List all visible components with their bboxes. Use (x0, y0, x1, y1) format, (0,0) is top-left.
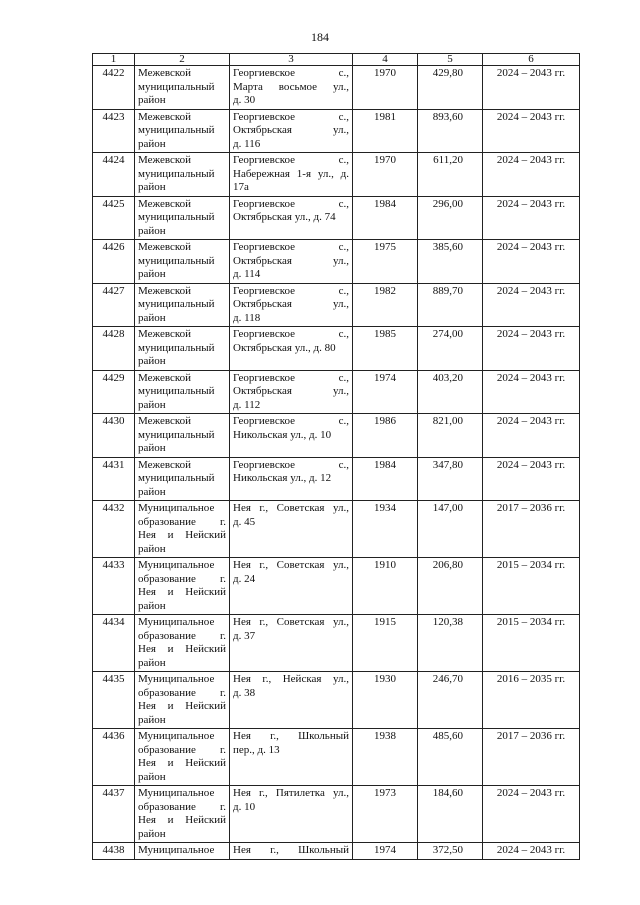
municipality-line: образование г. (138, 629, 226, 642)
year-cell: 1934 (353, 501, 418, 558)
table-row (93, 414, 580, 458)
period-cell: 2024 – 2043 гг. (483, 457, 580, 501)
address-cell (230, 196, 353, 240)
period-cell: 2024 – 2043 гг. (483, 66, 580, 110)
year-cell: 1910 (353, 558, 418, 615)
area-cell: 274,00 (418, 327, 483, 371)
address-cell (230, 672, 353, 729)
period-cell: 2015 – 2034 гг. (483, 615, 580, 672)
address-line: д. 30 (233, 94, 256, 106)
municipality-line: Муниципальное (138, 559, 215, 571)
address-line: д. 116 (233, 137, 261, 150)
municipality-line: образование г. (138, 572, 226, 585)
year-cell: 1938 (353, 729, 418, 786)
address-cell (230, 240, 353, 284)
address-line: Георгиевское с., (233, 110, 349, 123)
municipality-line: район (138, 713, 166, 726)
address-cell (230, 729, 353, 786)
municipality-line: район (138, 311, 166, 324)
municipality-cell (135, 66, 230, 110)
year-cell: 1986 (353, 414, 418, 458)
municipality-cell (135, 672, 230, 729)
address-line: д. 10 (233, 800, 256, 813)
municipality-line: район (138, 542, 166, 555)
address-cell (230, 615, 353, 672)
municipality-line: Нея и Нейский (138, 700, 226, 712)
municipality-line: Межевской (138, 67, 192, 79)
row-number-cell: 4433 (93, 558, 135, 615)
municipality-line: район (138, 656, 166, 669)
table-row (93, 240, 580, 284)
municipality-line: муниципальный (138, 472, 215, 484)
address-line: д. 24 (233, 572, 256, 585)
row-number-cell: 4438 (93, 843, 135, 860)
municipality-line: Муниципальное (138, 844, 215, 856)
table-row (93, 672, 580, 729)
municipality-cell (135, 327, 230, 371)
address-line: Нея г., Школьный (233, 730, 349, 742)
municipality-line: Межевской (138, 284, 192, 297)
table-row (93, 283, 580, 327)
municipality-line: район (138, 485, 166, 498)
row-number-cell: 4437 (93, 786, 135, 843)
address-line: Георгиевское с., (233, 458, 349, 471)
municipality-line: Межевской (138, 371, 192, 384)
table-row (93, 501, 580, 558)
municipality-cell (135, 414, 230, 458)
column-header: 5 (418, 54, 483, 66)
row-number-cell: 4432 (93, 501, 135, 558)
row-number-cell: 4430 (93, 414, 135, 458)
municipality-line: район (138, 94, 166, 106)
municipality-line: муниципальный (138, 385, 215, 397)
municipality-line: Межевской (138, 154, 192, 166)
municipality-line: Межевской (138, 415, 192, 427)
municipality-cell (135, 786, 230, 843)
area-cell: 184,60 (418, 786, 483, 843)
municipality-line: муниципальный (138, 341, 215, 354)
address-cell (230, 501, 353, 558)
year-cell: 1974 (353, 843, 418, 860)
table-row (93, 786, 580, 843)
period-cell: 2024 – 2043 гг. (483, 109, 580, 153)
address-line: Октябрьская ул., (233, 298, 349, 310)
table-row (93, 457, 580, 501)
area-cell: 296,00 (418, 196, 483, 240)
address-line: д. 37 (233, 629, 256, 642)
municipality-cell (135, 729, 230, 786)
address-cell (230, 370, 353, 414)
municipality-line: район (138, 398, 166, 411)
table-row (93, 109, 580, 153)
year-cell: 1982 (353, 283, 418, 327)
municipality-line: Нея и Нейский (138, 529, 226, 541)
area-cell: 246,70 (418, 672, 483, 729)
municipality-line: Муниципальное (138, 502, 215, 514)
address-line: 17а (233, 181, 249, 193)
municipality-line: муниципальный (138, 167, 215, 180)
municipality-line: Межевской (138, 328, 192, 340)
municipality-line: район (138, 268, 166, 280)
area-cell: 893,60 (418, 109, 483, 153)
area-cell: 385,60 (418, 240, 483, 284)
municipality-line: район (138, 224, 166, 237)
municipality-line: район (138, 355, 166, 367)
table-row (93, 153, 580, 197)
municipality-line: Нея и Нейский (138, 757, 226, 769)
address-line: Георгиевское с., (233, 241, 349, 253)
row-number-cell: 4429 (93, 370, 135, 414)
area-cell: 347,80 (418, 457, 483, 501)
address-line: Георгиевское с., (233, 415, 349, 427)
municipality-line: образование г. (138, 686, 226, 699)
address-cell (230, 843, 353, 860)
municipality-line: Муниципальное (138, 730, 215, 742)
year-cell: 1974 (353, 370, 418, 414)
municipality-line: Муниципальное (138, 616, 215, 628)
address-line: Нея г., Советская ул., (233, 559, 349, 571)
address-line: Набережная 1-я ул., д. (233, 167, 349, 180)
municipality-line: Межевской (138, 197, 192, 210)
municipality-line: район (138, 137, 166, 150)
municipality-line: муниципальный (138, 80, 215, 93)
area-cell: 403,20 (418, 370, 483, 414)
period-cell: 2024 – 2043 гг. (483, 196, 580, 240)
year-cell: 1930 (353, 672, 418, 729)
table-row (93, 843, 580, 860)
municipality-cell (135, 283, 230, 327)
municipality-cell (135, 501, 230, 558)
municipality-line: Муниципальное (138, 787, 215, 799)
column-header: 4 (353, 54, 418, 66)
municipality-line: муниципальный (138, 254, 215, 267)
address-line: Октябрьская ул., (233, 254, 349, 267)
address-cell (230, 414, 353, 458)
year-cell: 1970 (353, 66, 418, 110)
table-row (93, 729, 580, 786)
period-cell: 2024 – 2043 гг. (483, 370, 580, 414)
municipality-cell (135, 457, 230, 501)
period-cell: 2024 – 2043 гг. (483, 786, 580, 843)
table-row (93, 558, 580, 615)
address-line: Нея г., Советская ул., (233, 502, 349, 514)
row-number-cell: 4425 (93, 196, 135, 240)
row-number-cell: 4427 (93, 283, 135, 327)
address-cell (230, 457, 353, 501)
municipality-line: муниципальный (138, 298, 215, 310)
address-line: Георгиевское с., (233, 154, 349, 166)
municipality-line: район (138, 181, 166, 193)
area-cell: 485,60 (418, 729, 483, 786)
address-cell (230, 109, 353, 153)
municipality-line: образование г. (138, 800, 226, 813)
area-cell: 429,80 (418, 66, 483, 110)
municipality-cell (135, 240, 230, 284)
address-line: Никольская ул., д. 12 (233, 472, 332, 484)
period-cell: 2024 – 2043 гг. (483, 283, 580, 327)
period-cell: 2017 – 2036 гг. (483, 501, 580, 558)
row-number-cell: 4426 (93, 240, 135, 284)
row-number-cell: 4436 (93, 729, 135, 786)
municipality-line: муниципальный (138, 211, 215, 223)
municipality-line: район (138, 770, 166, 783)
municipality-line: район (138, 827, 166, 840)
address-line: д. 45 (233, 515, 256, 528)
table-row (93, 327, 580, 371)
address-line: д. 114 (233, 268, 261, 280)
period-cell: 2016 – 2035 гг. (483, 672, 580, 729)
municipality-cell (135, 615, 230, 672)
address-line: Октябрьская ул., (233, 385, 349, 397)
area-cell: 889,70 (418, 283, 483, 327)
municipality-line: Нея и Нейский (138, 586, 226, 598)
table-row (93, 370, 580, 414)
address-line: Октябрьская ул., д. 74 (233, 211, 336, 223)
municipality-line: муниципальный (138, 124, 215, 136)
year-cell: 1985 (353, 327, 418, 371)
year-cell: 1970 (353, 153, 418, 197)
address-line: Никольская ул., д. 10 (233, 428, 332, 441)
row-number-cell: 4435 (93, 672, 135, 729)
address-line: Георгиевское с., (233, 197, 349, 210)
table-body (93, 66, 580, 860)
address-line: д. 38 (233, 686, 256, 699)
column-header: 3 (230, 54, 353, 66)
municipality-line: Межевской (138, 458, 192, 471)
municipality-cell (135, 196, 230, 240)
year-cell: 1973 (353, 786, 418, 843)
municipality-cell (135, 153, 230, 197)
period-cell: 2017 – 2036 гг. (483, 729, 580, 786)
municipality-line: Нея и Нейский (138, 814, 226, 826)
period-cell: 2024 – 2043 гг. (483, 327, 580, 371)
address-line: Нея г., Школьный (233, 844, 349, 856)
address-line: Октябрьская ул., (233, 124, 349, 136)
row-number-cell: 4428 (93, 327, 135, 371)
address-cell (230, 66, 353, 110)
address-line: Нея г., Пятилетка ул., (233, 787, 349, 799)
row-number-cell: 4431 (93, 457, 135, 501)
address-cell (230, 283, 353, 327)
housing-table (92, 53, 580, 860)
address-line: Нея г., Советская ул., (233, 616, 349, 628)
area-cell: 821,00 (418, 414, 483, 458)
year-cell: 1975 (353, 240, 418, 284)
column-header: 6 (483, 54, 580, 66)
address-cell (230, 786, 353, 843)
municipality-cell (135, 370, 230, 414)
municipality-line: район (138, 599, 166, 612)
period-cell: 2024 – 2043 гг. (483, 240, 580, 284)
page-number: 184 (311, 30, 329, 44)
address-line: д. 112 (233, 398, 261, 411)
address-line: Нея г., Нейская ул., (233, 673, 349, 685)
address-cell (230, 153, 353, 197)
address-line: пер., д. 13 (233, 743, 280, 756)
area-cell: 206,80 (418, 558, 483, 615)
column-header: 2 (135, 54, 230, 66)
area-cell: 372,50 (418, 843, 483, 860)
year-cell: 1981 (353, 109, 418, 153)
row-number-cell: 4423 (93, 109, 135, 153)
area-cell: 611,20 (418, 153, 483, 197)
column-number-row (93, 54, 580, 66)
area-cell: 120,38 (418, 615, 483, 672)
row-number-cell: 4424 (93, 153, 135, 197)
table-row (93, 615, 580, 672)
municipality-line: образование г. (138, 743, 226, 756)
municipality-line: Муниципальное (138, 673, 215, 685)
municipality-line: муниципальный (138, 428, 215, 441)
municipality-cell (135, 109, 230, 153)
municipality-cell (135, 843, 230, 860)
table-row (93, 66, 580, 110)
municipality-line: образование г. (138, 515, 226, 528)
address-line: Марта восьмое ул., (233, 80, 349, 93)
period-cell: 2024 – 2043 гг. (483, 153, 580, 197)
address-line: д. 118 (233, 311, 261, 324)
address-line: Георгиевское с., (233, 328, 349, 340)
row-number-cell: 4434 (93, 615, 135, 672)
address-line: Октябрьская ул., д. 80 (233, 341, 336, 354)
municipality-line: Нея и Нейский (138, 643, 226, 655)
address-cell (230, 558, 353, 615)
address-cell (230, 327, 353, 371)
table-row (93, 196, 580, 240)
year-cell: 1984 (353, 457, 418, 501)
address-line: Георгиевское с., (233, 284, 349, 297)
row-number-cell: 4422 (93, 66, 135, 110)
address-line: Георгиевское с., (233, 371, 349, 384)
year-cell: 1915 (353, 615, 418, 672)
year-cell: 1984 (353, 196, 418, 240)
column-header: 1 (93, 54, 135, 66)
municipality-cell (135, 558, 230, 615)
period-cell: 2024 – 2043 гг. (483, 843, 580, 860)
municipality-line: Межевской (138, 241, 192, 253)
municipality-line: район (138, 442, 166, 454)
area-cell: 147,00 (418, 501, 483, 558)
period-cell: 2024 – 2043 гг. (483, 414, 580, 458)
period-cell: 2015 – 2034 гг. (483, 558, 580, 615)
address-line: Георгиевское с., (233, 67, 349, 79)
municipality-line: Межевской (138, 110, 192, 123)
